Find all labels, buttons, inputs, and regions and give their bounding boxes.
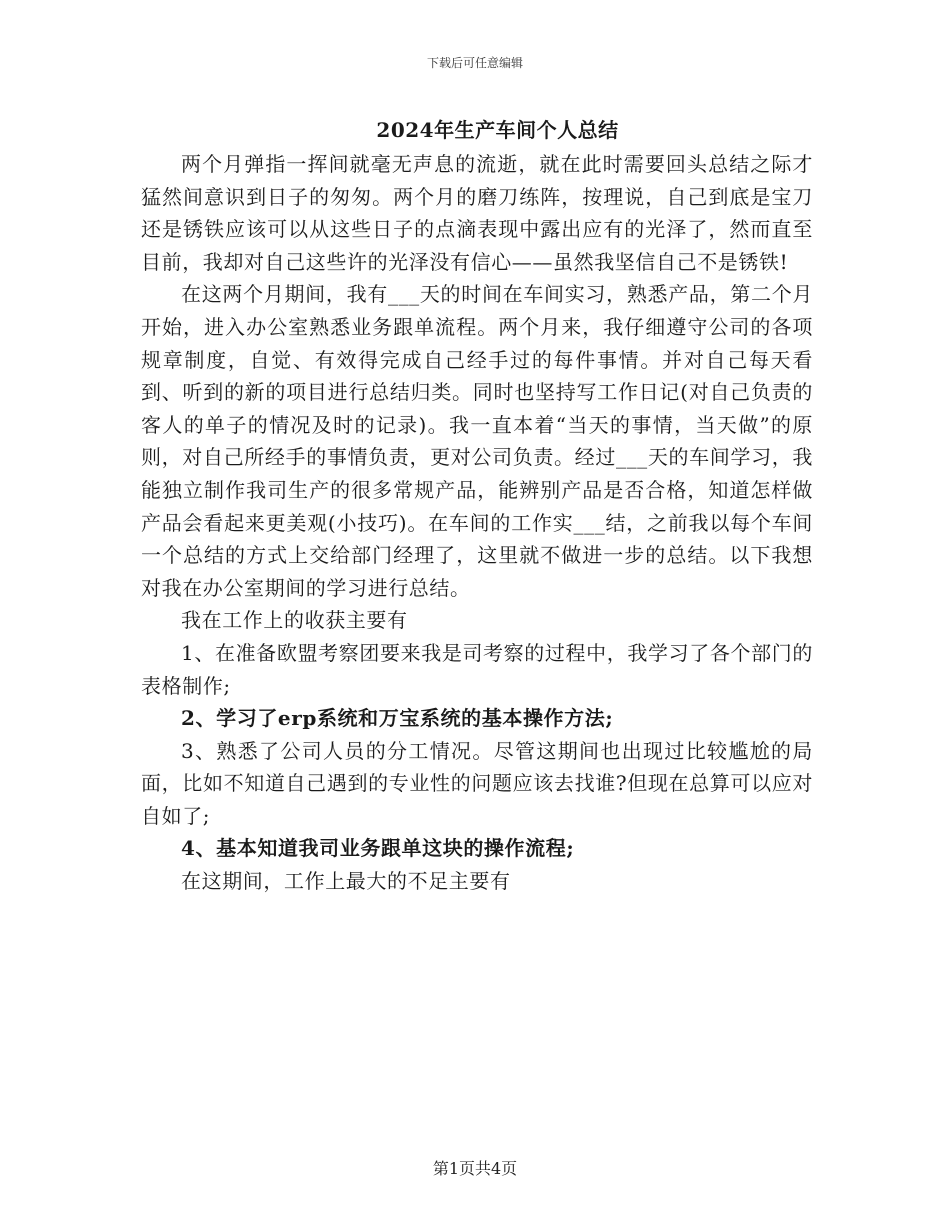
- header-note: 下载后可任意编辑: [426, 56, 523, 70]
- document-body: [141, 148, 813, 898]
- list-item-3: 3、熟悉了公司人员的分工情况。尽管这期间也出现过比较尴尬的局面，比如不知道自己遇到的专业性的问题应该去找谁?但现在总算可以应对自如了;: [141, 738, 813, 828]
- list-item-2: 2、学习了erp系统和万宝系统的基本操作方法;: [181, 706, 614, 731]
- paragraph-intro: 两个月弹指一挥间就毫无声息的流逝，就在此时需要回头总结之际才猛然间意识到日子的匆匆。两个月的磨刀练阵，按理说，自己到底是宝刀还是锈铁应该可以从这些日子的点滴表现中露出应有的光泽了，然而直至目前，我却对自己这些许的光泽没有信心——虽然我坚信自己不是锈铁!: [141, 152, 813, 274]
- paragraph-shortcomings-heading: 在这期间，工作上最大的不足主要有: [181, 869, 511, 894]
- list-item-4: 4、基本知道我司业务跟单这块的操作流程;: [181, 836, 575, 861]
- paragraph-gains-heading: 我在工作上的收获主要有: [181, 608, 408, 633]
- paragraph-internship: 在这两个月期间，我有___天的时间在车间实习，熟悉产品，第二个月开始，进入办公室熟悉业务跟单流程。两个月来，我仔细遵守公司的各项规章制度，自觉、有效得完成自己经手过的每件事情。并对自己每天看到、听到的新的项目进行总结归类。同时也坚持写工作日记(对自己负责的客人的单子的情况及时的记录)。我一直本着“当天的事情，当天做”的原则，对自己所经手的事情负责，更对公司负责。经过___天的车间学习，我能独立制作我司生产的很多常规产品，能辨别产品是否合格，知道怎样做产品会看起来更美观(小技巧)。在车间的工作实___结，之前我以每个车间一个总结的方式上交给部门经理了，这里就不做进一步的总结。以下我想对我在办公室期间的学习进行总结。: [141, 282, 813, 600]
- document-title: 2024年生产车间个人总结: [376, 118, 619, 142]
- page-number-footer: 第1页共4页: [432, 1159, 518, 1178]
- list-item-1: 1、在准备欧盟考察团要来我是司考察的过程中，我学习了各个部门的表格制作;: [141, 640, 813, 698]
